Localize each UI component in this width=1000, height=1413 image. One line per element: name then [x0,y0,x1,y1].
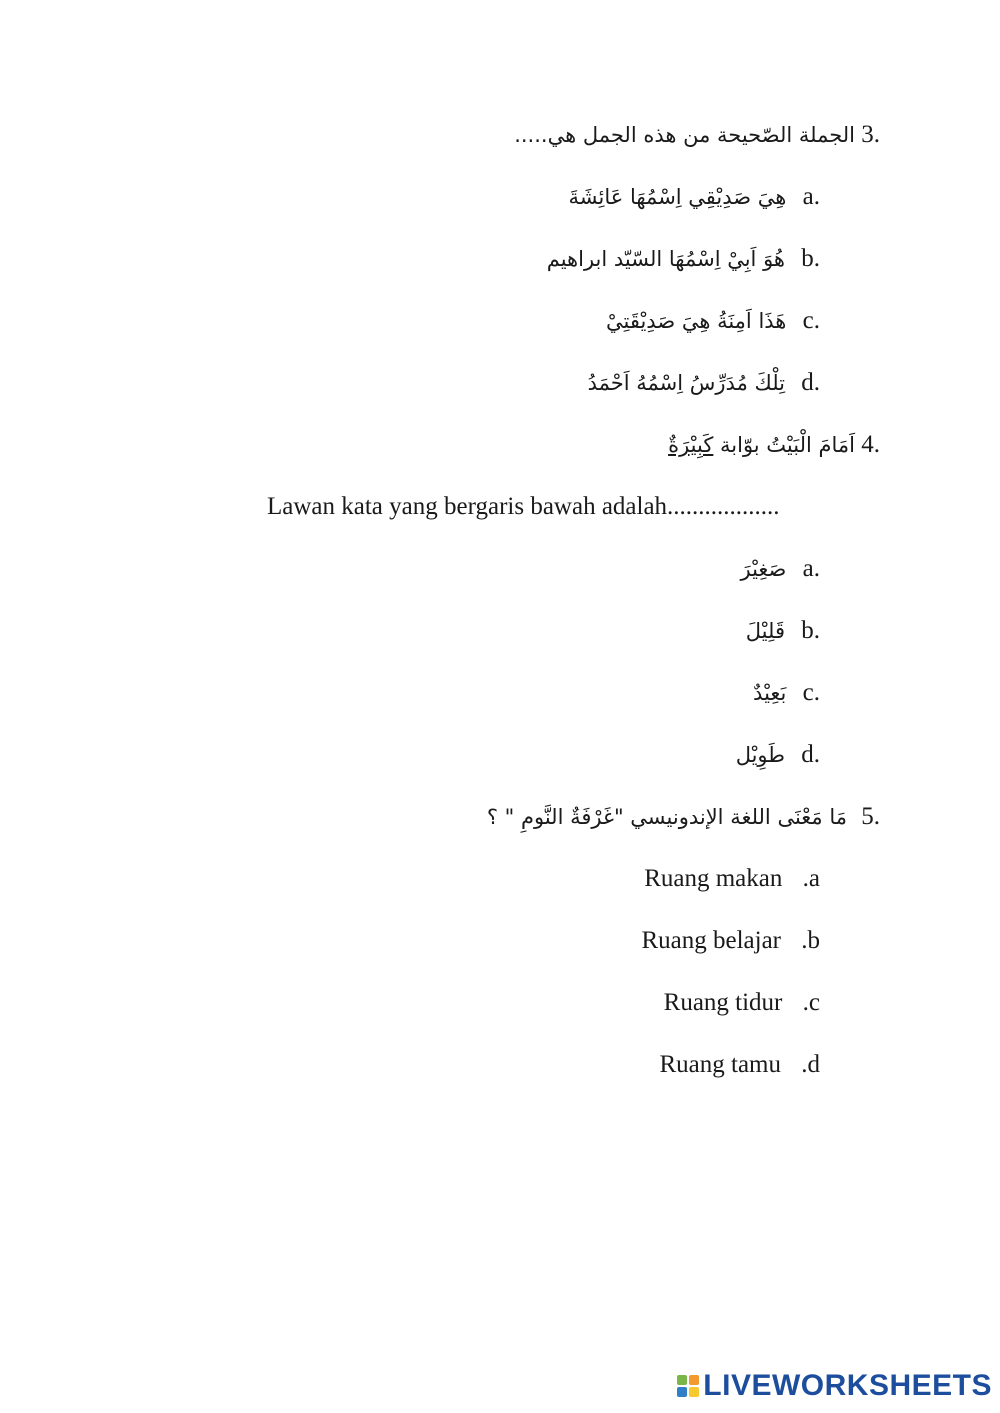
option-letter: .b [801,927,820,954]
option-letter: d. [801,369,820,396]
option-letter: d. [801,741,820,768]
option-text: هَذَا اَمِنَةُ هِيَ صَدِيْقَتِيْ [606,309,787,333]
question-5-number: 5. [861,803,880,830]
option-text: بَعِيْدٌ [753,681,787,705]
option-text: طَوِيْل [735,743,785,767]
question-3-option-a[interactable] [569,180,820,214]
logo-text: LIVEWORKSHEETS [703,1369,992,1402]
question-5-option-c[interactable] [664,986,820,1020]
question-5 [487,800,880,834]
logo-square-orange [689,1375,699,1385]
question-3 [514,118,880,152]
option-letter: c. [802,307,820,334]
logo-square-blue [677,1387,687,1397]
question-4-option-c[interactable] [753,676,820,710]
option-letter: b. [801,617,820,644]
question-4-instruction: Lawan kata yang bergaris bawah adalah.................. [267,493,780,520]
option-letter: .a [802,865,820,892]
question-3-number: 3. [861,121,880,148]
logo-mark-icon [677,1375,699,1397]
question-5-option-d[interactable] [659,1048,820,1082]
option-text: هُوَ اَبِيْ اِسْمُهَا السّيّد ابراهيم [546,247,785,271]
question-4-option-b[interactable] [746,614,820,648]
question-3-option-b[interactable] [547,242,820,276]
option-text: صَغِيْرَ [740,557,787,581]
option-text: تِلْكَ مُدَرِّسُ اِسْمُهُ اَحْمَدُ [587,371,785,395]
question-4-text-before: اَمَامَ الْبَيْتُ بوّابة [713,433,855,457]
question-5-option-a[interactable] [644,862,820,896]
question-4-option-d[interactable] [736,738,820,772]
question-3-text: الجملة الصّحيحة من هذه الجمل هي..... [514,123,855,147]
logo-square-yellow [689,1387,699,1397]
option-letter: a. [802,555,820,582]
question-4-text [668,433,855,457]
option-text: Ruang makan [644,865,783,892]
question-5-text: مَا مَعْنَى اللغة الإندونيسي "غَرْفَةٌ النَّومِ " ؟ [486,805,847,829]
option-letter: .d [801,1051,820,1078]
option-text: Ruang tamu [659,1051,781,1078]
question-4 [668,428,880,462]
option-text: Ruang belajar [641,927,781,954]
option-letter: b. [801,245,820,272]
logo-square-green [677,1375,687,1385]
underlined-word: كَبِيْرَةٌ [668,433,714,457]
option-text: Ruang tidur [663,989,783,1016]
question-3-option-c[interactable] [606,304,820,338]
liveworksheets-logo[interactable] [677,1369,992,1403]
option-text: هِيَ صَدِيْقِي اِسْمُهَا عَائِشَةَ [568,185,787,209]
question-4-number: 4. [861,431,880,458]
option-letter: .c [802,989,820,1016]
option-text: قَلِيْلَ [745,619,785,643]
option-letter: a. [802,183,820,210]
question-5-option-b[interactable] [641,924,820,958]
question-3-option-d[interactable] [588,366,820,400]
question-4-option-a[interactable] [741,552,821,586]
option-letter: c. [802,679,820,706]
